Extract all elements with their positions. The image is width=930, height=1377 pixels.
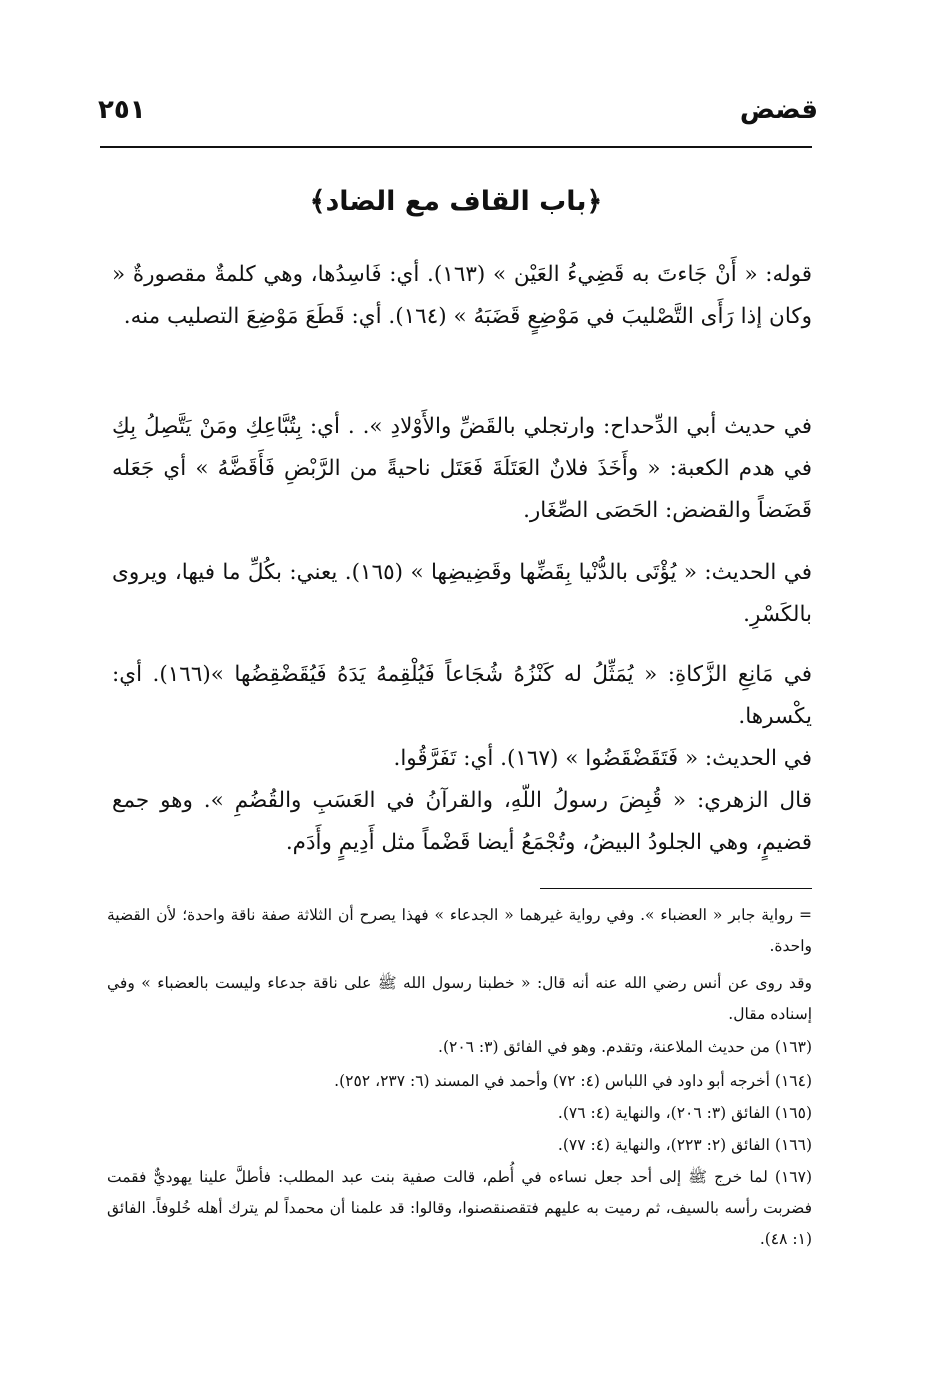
footnote-163: (١٦٣) من حديث الملاعنة، وتقدم. وهو في الفائق (٣: ٢٠٦). (438, 1038, 812, 1056)
running-header-entry: قضض (739, 95, 818, 125)
paragraph-yuta-bidunya: في الحديث: « يُؤْتَى بالدُّنْيا بِقَضِّها وقَضِيضِها » (١٦٥). يعني: بكُلِّ ما فيها، ويروى بالكَسْرِ. (112, 560, 812, 627)
page-number: ٢٥١ (98, 95, 146, 125)
paragraph-qawluh: قوله: « أَنْ جَاءتَ به قَضِيءُ العَيْن » (١٦٣). أي: فَاسِدُها، وهي كلمةٌ مقصورةٌ « وكان إذا رَأَى التَّصْليبَ في مَوْضِعٍ قَضَبَهُ » (١٦٤). أي: قَطَعَ مَوْضِعَ التصليب منه. (112, 262, 813, 329)
footnote-165: (١٦٥) الفائق (٣: ٢٠٦)، والنهاية (٤: ٧٦). (557, 1104, 812, 1122)
footnote-166: (١٦٦) الفائق (٢: ٢٢٣)، والنهاية (٤: ٧٧). (557, 1136, 812, 1154)
paragraph-zuhri: قال الزهري: « قُبِضَ رسولُ اللّهِ، والقرآنُ في العَسَبِ والقُضُمِ ». وهو جمع قضيمٍ، وهي الجلودُ البيضُ، وتُجْمَعُ أيضا قَضْماً مثل أَدِيمٍ وأَدَم. (112, 788, 812, 855)
header-rule (100, 146, 812, 148)
footnote-separator (540, 888, 812, 889)
footnote-anas: وقد روى عن أنس رضي الله عنه أنه قال: « خطبنا رسول الله ﷺ على ناقة جدعاء وليست بالعضباء » وفي إسناده مقال. (107, 974, 812, 1023)
paragraph-mani-zakat: في مَانِعِ الزَّكاةِ: « يُمَثِّلُ له كَنْزُهُ شُجَاعاً فَيُلْقِمهُ يَدَهُ فَيُقَضْقِضُها »(١٦٦). أي: يكْسرها. (112, 662, 812, 729)
footnote-167: (١٦٧) لما خرج ﷺ إلى أحد جعل نساءه في أُطم، قالت صفية بنت عبد المطلب: فأطلَّ علينا يهوديٌّ فقمت فضربت رأسه بالسيف، ثم رميت به عليهم فتقصنقصنوا، وقالوا: قد علمنا أن محمداً لم يترك أهله خُلوفاً. الفائق (١: ٤٨). (107, 1168, 812, 1248)
chapter-title: ﴿باب القاف مع الضاد﴾ (309, 186, 603, 217)
paragraph-tqadqadu: في الحديث: « فَتَقَضْقَضُوا » (١٦٧). أي: تَفَرَّقُوا. (393, 746, 812, 771)
paragraph-abi-dahdah: في حديث أبي الدِّحداح: وارتجلي بالقَضِّ والأَوْلادِ ». . أي: بِتُبَّاعِكِ ومَنْ يَتَّصِلُ بِكِ في هدم الكعبة: « وأَخَذَ فلانٌ العَتَلَةَ فَعَتَل ناحيةً من الرَّبْضِ فَأَقَضَّهُ » أي جَعَله قَضَضاً والقضض: الحَصَى الصِّغَار. (112, 414, 812, 523)
footnote-continued: = رواية جابر « العضباء ». وفي رواية غيرهما « الجدعاء » فهذا يصرح أن الثلاثة صفة ناقة واحدة؛ لأن القضية واحدة. (107, 906, 812, 955)
footnote-164: (١٦٤) أخرجه أبو داود في اللباس (٤: ٧٢) وأحمد في المسند (٦: ٢٣٧، ٢٥٢). (334, 1072, 812, 1090)
